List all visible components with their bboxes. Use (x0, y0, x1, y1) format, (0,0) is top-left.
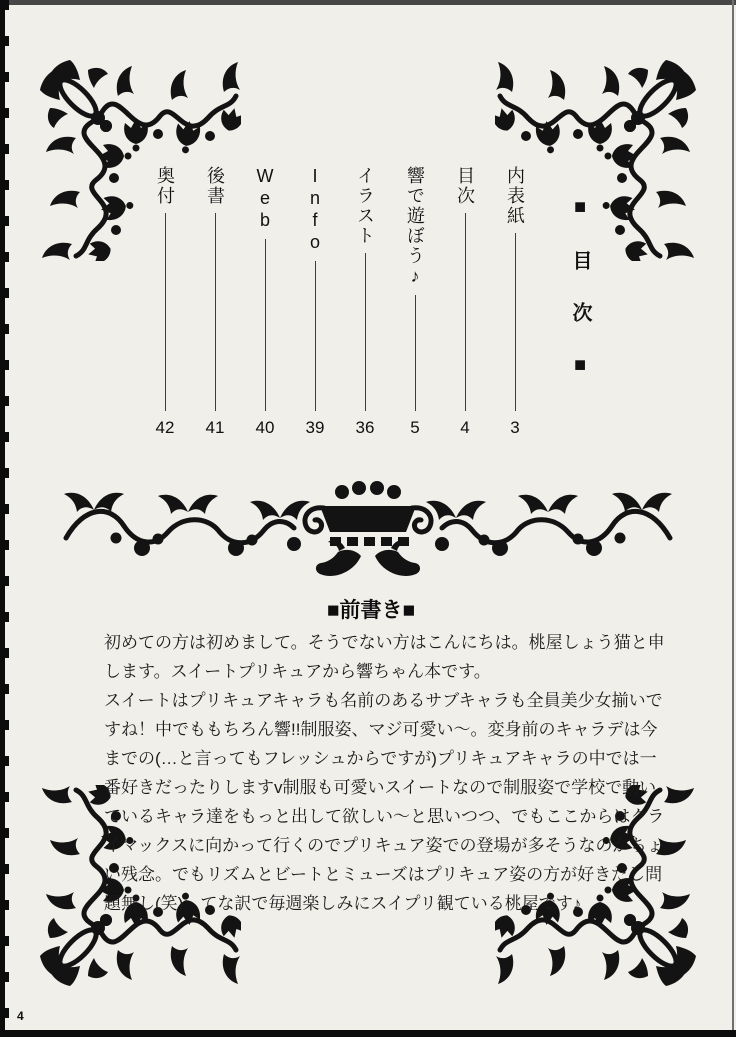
scan-edge-bottom (0, 1030, 736, 1037)
foreword-text-line: します。スイートプリキュアから響ちゃん本です。 (104, 662, 491, 681)
toc-leader-line (515, 233, 516, 411)
toc-entry (240, 166, 290, 438)
toc-entry-title: Web (255, 166, 275, 232)
toc-entry-title: 響で遊ぼう♪ (405, 166, 425, 288)
toc-entry-title: 目次 (455, 166, 475, 206)
toc-title-vertical: ■目次■ (569, 196, 591, 408)
toc-leader-line (265, 239, 266, 411)
page-number: 4 (17, 1009, 24, 1023)
foreword-body (104, 628, 664, 918)
toc-entry-page-number: 40 (255, 418, 275, 437)
toc-entry (490, 166, 540, 438)
toc-leader-line (315, 261, 316, 411)
toc-leader-line (465, 213, 466, 411)
toc-leader-line (215, 213, 216, 411)
toc-entry (190, 166, 240, 438)
toc-entry (140, 166, 190, 438)
foreword-text-line: 初めての方は初めまして。そうでない方はこんにちは。桃屋しょう猫と申 (104, 633, 665, 652)
toc-entry-page-number: 36 (355, 418, 375, 437)
foreword-text-line: 題無し(笑)。てな訳で毎週楽しみにスイプリ観ている桃屋です♪ (104, 894, 582, 913)
foreword-text-line: すね！中でももちろん響!!制服姿、マジ可愛い〜。変身前のキャラデは今 (104, 720, 658, 739)
toc-entry-page-number: 5 (410, 418, 420, 437)
foreword-text-line: までの(…と言ってもフレッシュからですが)プリキュアキャラの中では一 (104, 749, 657, 768)
toc-entry-page-number: 4 (460, 418, 470, 437)
toc-entry (440, 166, 490, 438)
toc-entry-page-number: 3 (510, 418, 520, 437)
foreword-text-line: 番好きだったりしますv制服も可愛いスイートなので制服姿で学校で動い (104, 778, 657, 797)
toc-entry-title: 後書 (205, 166, 225, 206)
toc-entry-title: Info (305, 166, 325, 254)
foreword-text-line: ているキャラ達をもっと出して欲しい〜と思いつつ、でもここからはクラ (104, 807, 665, 826)
foreword-text-line: スイートはプリキュアキャラも名前のあるサブキャラも全員美少女揃いで (104, 691, 663, 710)
foreword-text-line: イマックスに向かって行くのでプリキュア姿での登場が多そうなのがちょ (104, 836, 664, 855)
scan-edge-top (0, 0, 736, 5)
toc-entry-page-number: 42 (155, 418, 175, 437)
foreword-heading: ■前書き■ (326, 599, 416, 622)
toc-entry-title: 奥付 (155, 166, 175, 206)
toc-leader-line (165, 213, 166, 411)
foreword-text-line: い残念。でもリズムとビートとミューズはプリキュア姿の方が好きだし問 (104, 865, 663, 884)
scan-edge-right (732, 0, 734, 1037)
toc-entry-title: イラスト (355, 166, 375, 246)
toc-leader-line (415, 295, 416, 411)
toc-entry (340, 166, 390, 438)
divider-flourish-icon (55, 476, 681, 580)
toc-leader-line (365, 253, 366, 411)
toc-entry-page-number: 41 (205, 418, 225, 437)
table-of-contents (140, 166, 595, 438)
toc-entry (390, 166, 440, 438)
scan-binding-bumps (4, 0, 9, 1037)
toc-entry-title: 内表紙 (505, 166, 525, 226)
toc-entry (290, 166, 340, 438)
toc-entry-page-number: 39 (305, 418, 325, 437)
